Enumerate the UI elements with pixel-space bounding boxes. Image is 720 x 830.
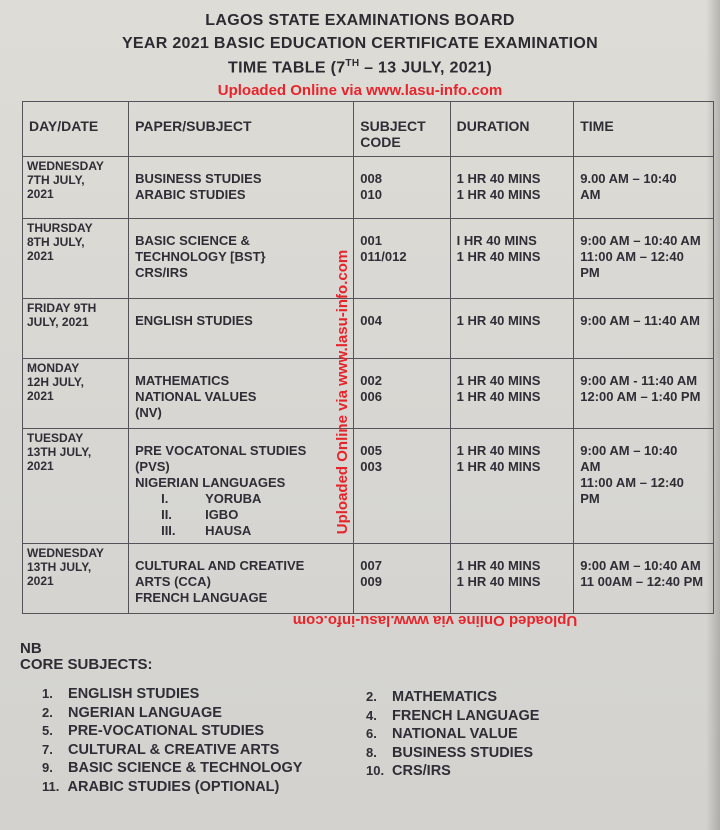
date-line: 2021 bbox=[27, 389, 54, 403]
core-subject-item bbox=[42, 741, 302, 760]
time-cell bbox=[574, 359, 714, 429]
date-line: 13TH JULY, bbox=[27, 560, 92, 574]
core-subject-label: CRS/IRS bbox=[392, 763, 451, 779]
core-subject-item bbox=[42, 722, 302, 741]
time-line: AM bbox=[580, 187, 601, 202]
duration-cell bbox=[450, 429, 574, 544]
day-date-cell bbox=[23, 359, 129, 429]
date-line: JULY, 2021 bbox=[27, 315, 89, 329]
date-line: WEDNESDAY bbox=[27, 159, 104, 173]
timetable bbox=[22, 101, 714, 614]
core-subject-label: ARABIC STUDIES (OPTIONAL) bbox=[67, 778, 280, 795]
table-row bbox=[23, 544, 714, 614]
core-subject-label: CULTURAL & CREATIVE ARTS bbox=[68, 741, 280, 758]
core-subject-number: 7. bbox=[42, 741, 53, 757]
time-line: 9:00 AM – 10:40 bbox=[580, 443, 678, 458]
subject-line: ENGLISH STUDIES bbox=[135, 313, 253, 328]
watermark-vertical: Uploaded Online via www.lasu-info.com bbox=[334, 249, 351, 535]
subject-code-cell bbox=[354, 544, 450, 614]
language-item bbox=[135, 507, 347, 523]
table-row bbox=[23, 299, 714, 359]
time-line: 11 00AM – 12:40 PM bbox=[580, 574, 704, 589]
date-line: FRIDAY 9TH bbox=[27, 301, 97, 315]
code-line: 007 bbox=[360, 558, 382, 573]
date-line: 2021 bbox=[27, 249, 54, 263]
col-header-duration: DURATION bbox=[450, 102, 574, 157]
col-header-subject: PAPER/SUBJECT bbox=[129, 102, 354, 157]
time-line: 9:00 AM – 10:40 AM bbox=[580, 233, 701, 248]
core-subject-label: ENGLISH STUDIES bbox=[68, 686, 200, 702]
core-subject-item bbox=[366, 707, 539, 726]
subject-line: PRE VOCATONAL STUDIES bbox=[135, 443, 307, 458]
date-line: 7TH JULY, bbox=[27, 173, 85, 187]
col-header-time: TIME bbox=[574, 102, 714, 157]
time-line: 11:00 AM – 12:40 bbox=[580, 475, 684, 490]
duration-line: 1 HR 40 MINS bbox=[456, 373, 541, 388]
core-subject-number: 1. bbox=[42, 686, 53, 701]
table-row bbox=[23, 219, 714, 299]
core-subject-item bbox=[366, 744, 539, 763]
core-subject-item bbox=[366, 725, 539, 744]
core-subject-label: NATIONAL VALUE bbox=[392, 726, 518, 742]
duration-line: 1 HR 40 MINS bbox=[456, 389, 541, 404]
date-line: THURSDAY bbox=[27, 221, 93, 235]
date-line: WEDNESDAY bbox=[27, 546, 104, 560]
language-name: IGBO bbox=[205, 507, 239, 522]
time-line: 9.00 AM – 10:40 bbox=[580, 171, 677, 186]
core-subjects-left bbox=[42, 685, 302, 796]
time-line: PM bbox=[580, 265, 600, 280]
core-subject-number: 4. bbox=[366, 707, 377, 723]
language-item bbox=[135, 491, 347, 507]
time-cell bbox=[574, 219, 714, 299]
table-row bbox=[23, 359, 714, 429]
col-header-code: SUBJECT CODE bbox=[354, 102, 450, 157]
subject-cell bbox=[129, 429, 354, 544]
time-line: 11:00 AM – 12:40 bbox=[580, 249, 684, 264]
date-line: 13TH JULY, bbox=[27, 445, 92, 459]
day-date-cell bbox=[23, 157, 129, 219]
core-subject-label: MATHEMATICS bbox=[392, 689, 498, 705]
core-subject-item bbox=[42, 685, 302, 704]
duration-cell bbox=[450, 219, 574, 299]
language-name: HAUSA bbox=[205, 523, 252, 538]
core-subject-item bbox=[42, 778, 302, 797]
core-subject-number: 8. bbox=[366, 744, 377, 760]
core-subject-number: 11. bbox=[42, 778, 60, 794]
duration-line: 1 HR 40 MINS bbox=[456, 574, 541, 589]
date-line: 8TH JULY, bbox=[27, 235, 85, 249]
board-title: LAGOS STATE EXAMINATIONS BOARD bbox=[205, 12, 515, 29]
duration-line: 1 HR 40 MINS bbox=[456, 187, 541, 202]
code-line: 009 bbox=[360, 574, 382, 589]
exam-title: YEAR 2021 BASIC EDUCATION CERTIFICATE EXAMINATION bbox=[121, 35, 599, 52]
timetable-title-sup: TH bbox=[345, 58, 360, 69]
language-number: III. bbox=[161, 523, 176, 538]
core-subjects-title: CORE SUBJECTS: bbox=[20, 656, 153, 673]
subject-code-cell bbox=[354, 359, 450, 429]
duration-cell bbox=[450, 359, 574, 429]
core-subject-number: 2. bbox=[42, 704, 53, 720]
day-date-cell bbox=[23, 544, 129, 614]
core-subject-item bbox=[42, 704, 302, 723]
subject-cell bbox=[129, 544, 354, 614]
subject-cell bbox=[129, 219, 354, 299]
subject-line: NATIONAL VALUES bbox=[135, 389, 257, 404]
date-line: 2021 bbox=[27, 459, 54, 473]
core-subjects-right bbox=[366, 688, 539, 781]
date-line: TUESDAY bbox=[27, 431, 84, 445]
core-subject-label: PRE-VOCATIONAL STUDIES bbox=[68, 723, 265, 739]
duration-line: I HR 40 MINS bbox=[456, 233, 537, 248]
timetable-title-start: TIME TABLE (7 bbox=[228, 59, 346, 77]
timetable-body bbox=[23, 157, 714, 614]
subject-line: ARABIC STUDIES bbox=[135, 187, 246, 202]
core-subject-item bbox=[42, 759, 302, 778]
subject-cell bbox=[129, 157, 354, 219]
core-subject-number: 5. bbox=[42, 723, 53, 738]
watermark-top: Uploaded Online via www.lasu-info.com bbox=[217, 82, 503, 99]
core-subject-label: BASIC SCIENCE & TECHNOLOGY bbox=[68, 760, 303, 776]
time-cell bbox=[574, 429, 714, 544]
subject-code-cell bbox=[354, 219, 450, 299]
subject-line: FRENCH LANGUAGE bbox=[135, 590, 268, 605]
date-line: 12H JULY, bbox=[27, 375, 84, 389]
time-line: 12:00 AM – 1:40 PM bbox=[580, 389, 701, 404]
subject-line: NIGERIAN LANGUAGES bbox=[135, 475, 286, 490]
time-line: 9:00 AM - 11:40 AM bbox=[580, 373, 698, 388]
subject-line: ARTS (CCA) bbox=[135, 574, 211, 589]
table-row bbox=[23, 429, 714, 544]
subject-code-cell bbox=[354, 299, 450, 359]
subject-code-cell bbox=[354, 157, 450, 219]
core-subject-label: BUSINESS STUDIES bbox=[392, 744, 534, 761]
time-line: 9:00 AM – 11:40 AM bbox=[580, 313, 700, 328]
code-line: 011/012 bbox=[360, 249, 407, 264]
date-line: 2021 bbox=[27, 574, 54, 588]
code-line: 001 bbox=[360, 233, 382, 248]
subject-line: CRS/IRS bbox=[135, 265, 188, 280]
time-cell bbox=[574, 157, 714, 219]
subject-line: (PVS) bbox=[135, 459, 170, 474]
code-line: 008 bbox=[360, 171, 382, 186]
core-subject-number: 2. bbox=[366, 689, 377, 704]
day-date-cell bbox=[23, 429, 129, 544]
code-line: 010 bbox=[360, 187, 382, 202]
core-subject-label: NGERIAN LANGUAGE bbox=[68, 704, 222, 721]
subject-code-cell bbox=[354, 429, 450, 544]
duration-cell bbox=[450, 544, 574, 614]
time-line: PM bbox=[580, 491, 600, 506]
language-name: YORUBA bbox=[205, 491, 262, 506]
duration-cell bbox=[450, 157, 574, 219]
subject-cell bbox=[129, 299, 354, 359]
time-cell bbox=[574, 544, 714, 614]
code-line: 004 bbox=[360, 313, 382, 328]
duration-line: 1 HR 40 MINS bbox=[456, 249, 541, 264]
subject-cell bbox=[129, 359, 354, 429]
core-subject-number: 6. bbox=[366, 726, 377, 741]
timetable-header-row bbox=[23, 102, 714, 157]
nb-label: NB bbox=[20, 640, 42, 657]
watermark-mirrored: Uploaded Online via www.lasu-info.com bbox=[292, 612, 578, 629]
day-date-cell bbox=[23, 299, 129, 359]
language-number: II. bbox=[161, 507, 172, 522]
subject-line: TECHNOLOGY [BST} bbox=[135, 249, 266, 264]
day-date-cell bbox=[23, 219, 129, 299]
core-subject-number: 9. bbox=[42, 760, 53, 775]
language-number: I. bbox=[161, 491, 169, 506]
core-subject-label: FRENCH LANGUAGE bbox=[392, 707, 540, 724]
date-line: MONDAY bbox=[27, 361, 80, 375]
duration-line: 1 HR 40 MINS bbox=[456, 171, 541, 186]
duration-cell bbox=[450, 299, 574, 359]
language-item bbox=[135, 523, 347, 539]
code-line: 006 bbox=[360, 389, 382, 404]
table-row bbox=[23, 157, 714, 219]
date-line: 2021 bbox=[27, 187, 54, 201]
duration-line: 1 HR 40 MINS bbox=[456, 558, 541, 573]
duration-line: 1 HR 40 MINS bbox=[456, 459, 541, 474]
time-line: AM bbox=[580, 459, 601, 474]
col-header-date: DAY/DATE bbox=[23, 102, 129, 157]
duration-line: 1 HR 40 MINS bbox=[456, 443, 541, 458]
core-subject-number: 10. bbox=[366, 763, 385, 778]
subject-line: CULTURAL AND CREATIVE bbox=[135, 558, 305, 573]
time-cell bbox=[574, 299, 714, 359]
timetable-title bbox=[0, 58, 720, 77]
code-line: 002 bbox=[360, 373, 382, 388]
subject-line: BASIC SCIENCE & bbox=[135, 233, 250, 248]
timetable-title-end: – 13 JULY, 2021) bbox=[359, 59, 492, 77]
duration-line: 1 HR 40 MINS bbox=[456, 313, 541, 328]
core-subject-item bbox=[366, 762, 539, 781]
core-subject-item bbox=[366, 688, 539, 707]
subject-line: (NV) bbox=[135, 405, 162, 420]
code-line: 003 bbox=[360, 459, 382, 474]
subject-line: MATHEMATICS bbox=[135, 373, 230, 388]
time-line: 9:00 AM – 10:40 AM bbox=[580, 558, 701, 573]
subject-line: BUSINESS STUDIES bbox=[135, 171, 262, 186]
code-line: 005 bbox=[360, 443, 382, 458]
